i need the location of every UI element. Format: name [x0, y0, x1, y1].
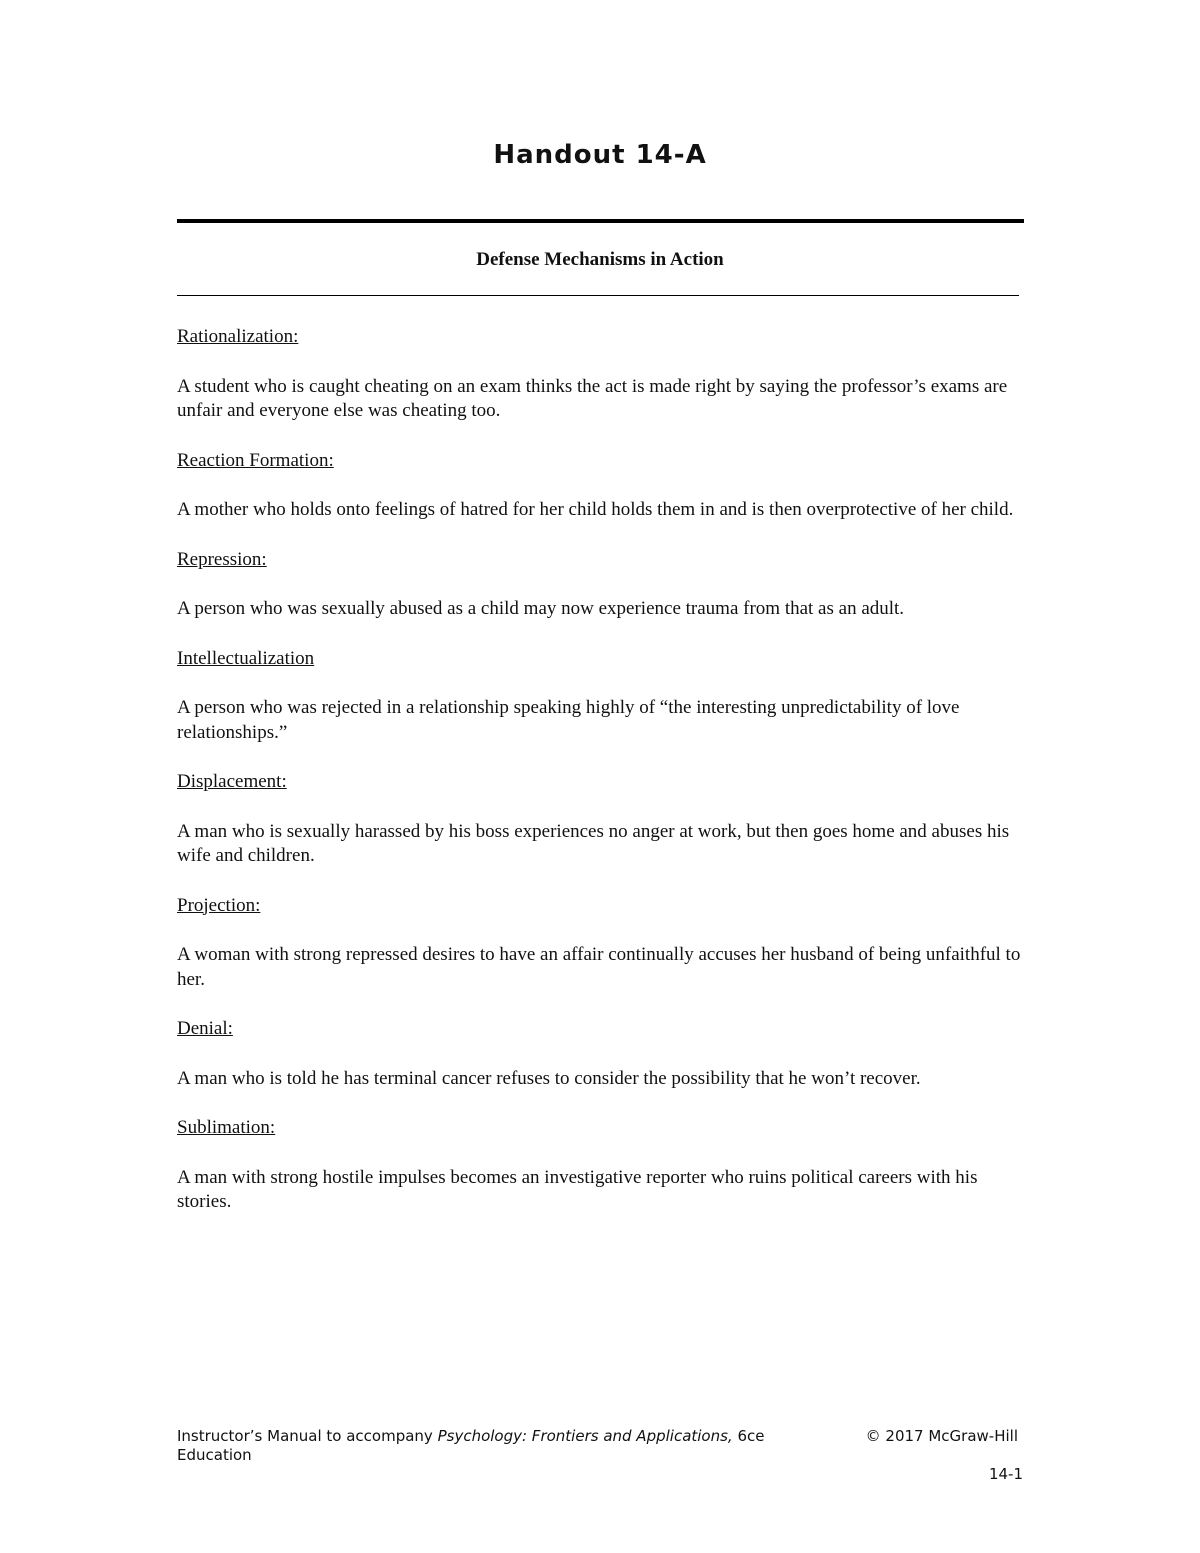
section-text: A student who is caught cheating on an exam thinks the act is made right by saying the professor’s exams are unfair and everyone else was cheating too. — [177, 375, 1008, 421]
section-heading: Rationalization: — [177, 326, 299, 347]
section-heading: Denial: — [177, 1018, 233, 1039]
section-repression — [177, 548, 1027, 622]
section-heading: Reaction Formation: — [177, 449, 334, 471]
footer-book-title: Psychology: Frontiers and Applications, — [437, 1427, 733, 1445]
section-text: A man who is sexually harassed by his boss experiences no anger at work, but then goes home and abuses his wife and children. — [177, 820, 1010, 866]
sections-list — [177, 325, 1027, 1240]
section-text: A person who was rejected in a relationship speaking highly of “the interesting unpredictability of love relationships.” — [177, 697, 960, 743]
section-text: A man who is told he has terminal cancer refuses to consider the possibility that he won’t recover. — [177, 1067, 921, 1089]
section-heading: Intellectualization — [177, 647, 315, 669]
footer-citation — [177, 1427, 827, 1465]
section-text: A man with strong hostile impulses becomes an investigative reporter who ruins political careers with his stories. — [177, 1166, 978, 1212]
section-heading: Sublimation: — [177, 1117, 276, 1138]
section-denial — [177, 1017, 1027, 1091]
footer-edition: 6ce — [732, 1427, 765, 1445]
footer-line2: Education — [177, 1446, 252, 1464]
section-sublimation — [177, 1116, 1027, 1215]
section-intellectualization — [177, 647, 1027, 746]
title-divider — [177, 219, 1024, 223]
page-number: 14-1 — [988, 1465, 1023, 1483]
section-projection — [177, 894, 1027, 993]
page-footer — [177, 1427, 1022, 1465]
handout-subtitle: Defense Mechanisms in Action — [476, 249, 724, 270]
section-rationalization — [177, 325, 1027, 424]
footer-prefix: Instructor’s Manual to accompany — [177, 1427, 438, 1445]
section-displacement — [177, 770, 1027, 869]
section-text: A person who was sexually abused as a child may now experience trauma from that as an adult. — [177, 598, 905, 619]
subtitle-divider — [177, 295, 1019, 296]
handout-title: Handout 14-A — [493, 140, 707, 170]
section-text: A mother who holds onto feelings of hatred for her child holds them in and is then overprotective of her child. — [177, 499, 1014, 520]
section-heading: Displacement: — [177, 771, 287, 792]
section-heading: Repression: — [177, 548, 267, 570]
section-heading: Projection: — [177, 894, 261, 916]
section-text: A woman with strong repressed desires to have an affair continually accuses her husband of being unfaithful to her. — [177, 944, 1021, 990]
footer-copyright: © 2017 McGraw-Hill — [865, 1427, 1018, 1445]
section-reaction-formation — [177, 449, 1027, 523]
